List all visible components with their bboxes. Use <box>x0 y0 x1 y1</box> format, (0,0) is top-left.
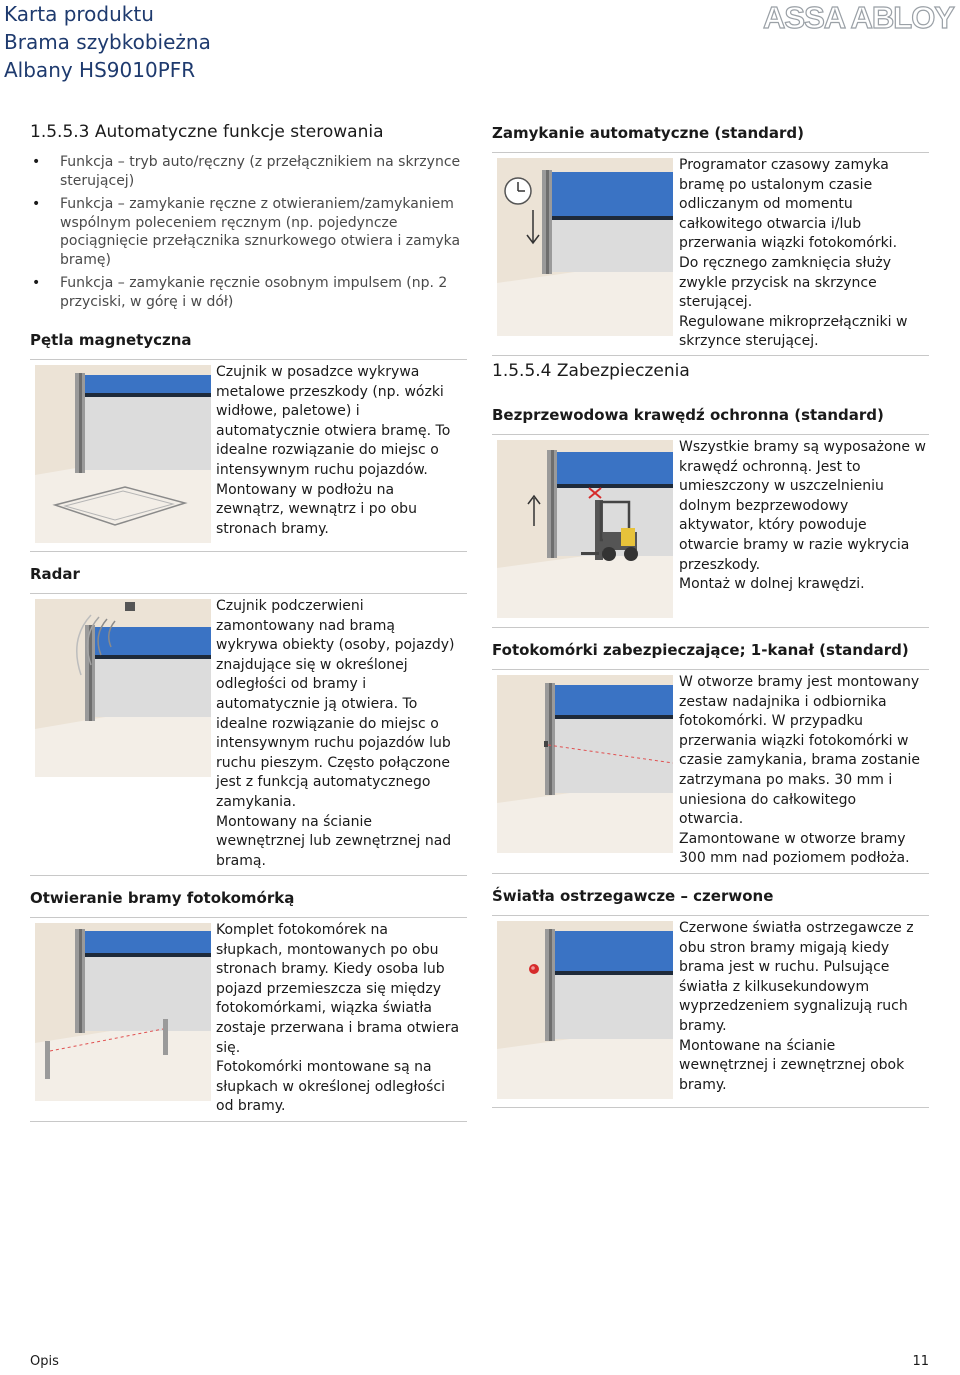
safety-edge-illustration <box>497 440 673 618</box>
photocell-opening-illustration <box>35 923 211 1101</box>
radar-description: Czujnik podczerwieni zamontowany nad bramą wykrywa obiekty (osoby, pojazdy) znajdujące się w określonej odległości od bramy i automatycznie ją otwiera. To idealne rozwiązanie do miejsc o intensywnym ruchu pojazdów lub ruchu pieszym. Często połączone jest z funkcją automatycznego zamykania. Montowany na ścianie wewnętrznej lub zewnętrznej nad bramą. <box>216 598 455 869</box>
heading-safety-photocells: Fotokomórki zabezpieczające; 1-kanał (standard) <box>492 641 909 659</box>
radar-illustration <box>35 599 211 777</box>
divider <box>30 359 467 360</box>
section-title-safety: 1.5.5.4 Zabezpieczenia <box>492 361 690 381</box>
bullet-item: • Funkcja – zamykanie ręcznie osobnym impulsem (np. 2 przyciski, w górę i w dół) <box>30 274 470 311</box>
divider <box>492 915 929 916</box>
divider <box>30 1121 467 1122</box>
divider <box>492 873 929 874</box>
divider <box>492 1107 929 1108</box>
warning-lights-illustration <box>497 921 673 1099</box>
section-title-automatic-functions: 1.5.5.3 Automatyczne funkcje sterowania <box>30 122 384 142</box>
heading-auto-close: Zamykanie automatyczne (standard) <box>492 124 804 142</box>
divider <box>30 917 467 918</box>
magnetic-loop-description: Czujnik w posadzce wykrywa metalowe przeszkody (np. wózki widłowe, paletowe) i automatycznie otwiera bramę. To idealne rozwiązanie do miejsc o intensywnym ruchu pojazdów. Montowany w podłożu na zewnątrz, wewnątrz i po obu stronach bramy. <box>216 364 451 537</box>
bullet-item: • Funkcja – tryb auto/ręczny (z przełącznikiem na skrzynce sterującej) <box>30 153 470 190</box>
auto-close-illustration <box>497 158 673 336</box>
heading-photocell-opening: Otwieranie bramy fotokomórką <box>30 889 295 907</box>
divider <box>492 355 929 356</box>
divider <box>492 152 929 153</box>
safety-edge-description: Wszystkie bramy są wyposażone w krawędź ochronną. Jest to umieszczony w uszczelnieniu dolnym bezprzewodowy aktywator, który powoduje otwarcie bramy w razie wykrycia przeszkody. Montaż w dolnej krawędzi. <box>679 439 926 593</box>
divider <box>30 875 467 876</box>
title-line-3: Albany HS9010PFR <box>4 58 196 82</box>
divider <box>492 434 929 435</box>
divider <box>30 593 467 594</box>
page-number: 11 <box>912 1354 929 1369</box>
title-line-2: Brama szybkobieżna <box>4 30 211 54</box>
assa-abloy-logo: ASSA ABLOY <box>763 0 954 35</box>
document-title <box>4 0 211 84</box>
heading-warning-lights: Światła ostrzegawcze – czerwone <box>492 887 774 905</box>
safety-photocells-illustration <box>497 675 673 853</box>
photocell-opening-description: Komplet fotokomórek na słupkach, montowanych po obu stronach bramy. Kiedy osoba lub pojazd przemieszcza się między fotokomórkami, wiązka światła zostaje przerwana i brama otwiera się. Fotokomórki montowane są na słupkach w określonej odległości od bramy. <box>216 922 460 1115</box>
title-line-1: Karta produktu <box>4 2 154 26</box>
heading-magnetic-loop: Pętla magnetyczna <box>30 331 192 349</box>
safety-photocells-description: W otworze bramy jest montowany zestaw nadajnika i odbiornika fotokomórki. W przypadku przerwania wiązki fotokomórki w czasie zamykania, brama zostanie zatrzymana po maks. 30 mm i uniesiona do całkowitego otwarcia. Zamontowane w otworze bramy 300 mm nad poziomem podłoża. <box>679 674 920 867</box>
heading-safety-edge: Bezprzewodowa krawędź ochronna (standard) <box>492 406 884 424</box>
heading-radar: Radar <box>30 565 80 583</box>
footer-section-label: Opis <box>30 1354 59 1369</box>
divider <box>492 669 929 670</box>
auto-close-description: Programator czasowy zamyka bramę po ustalonym czasie odliczanym od momentu całkowitego otwarcia i/lub przerwania wiązki fotokomórki. Do ręcznego zamknięcia służy zwykle przycisk na skrzynce sterującej. Regulowane mikroprzełączniki w skrzynce sterującej. <box>679 157 908 350</box>
divider <box>30 551 467 552</box>
bullet-item: • Funkcja – zamykanie ręczne z otwieraniem/zamykaniem wspólnym poleceniem ręcznym (np. pojedyncze pociągnięcie przełącznika sznurkowego otwiera i zamyka bramę) <box>30 195 470 269</box>
warning-lights-description: Czerwone światła ostrzegawcze z obu stron bramy migają kiedy brama jest w ruchu. Pulsujące światła z kilkusekundowym wyprzedzeniem sygnalizują ruch bramy. Montowane na ścianie wewnętrznej i zewnętrznej obok bramy. <box>679 920 914 1093</box>
magnetic-loop-illustration <box>35 365 211 543</box>
divider <box>492 627 929 628</box>
function-bullet-list <box>30 153 470 316</box>
